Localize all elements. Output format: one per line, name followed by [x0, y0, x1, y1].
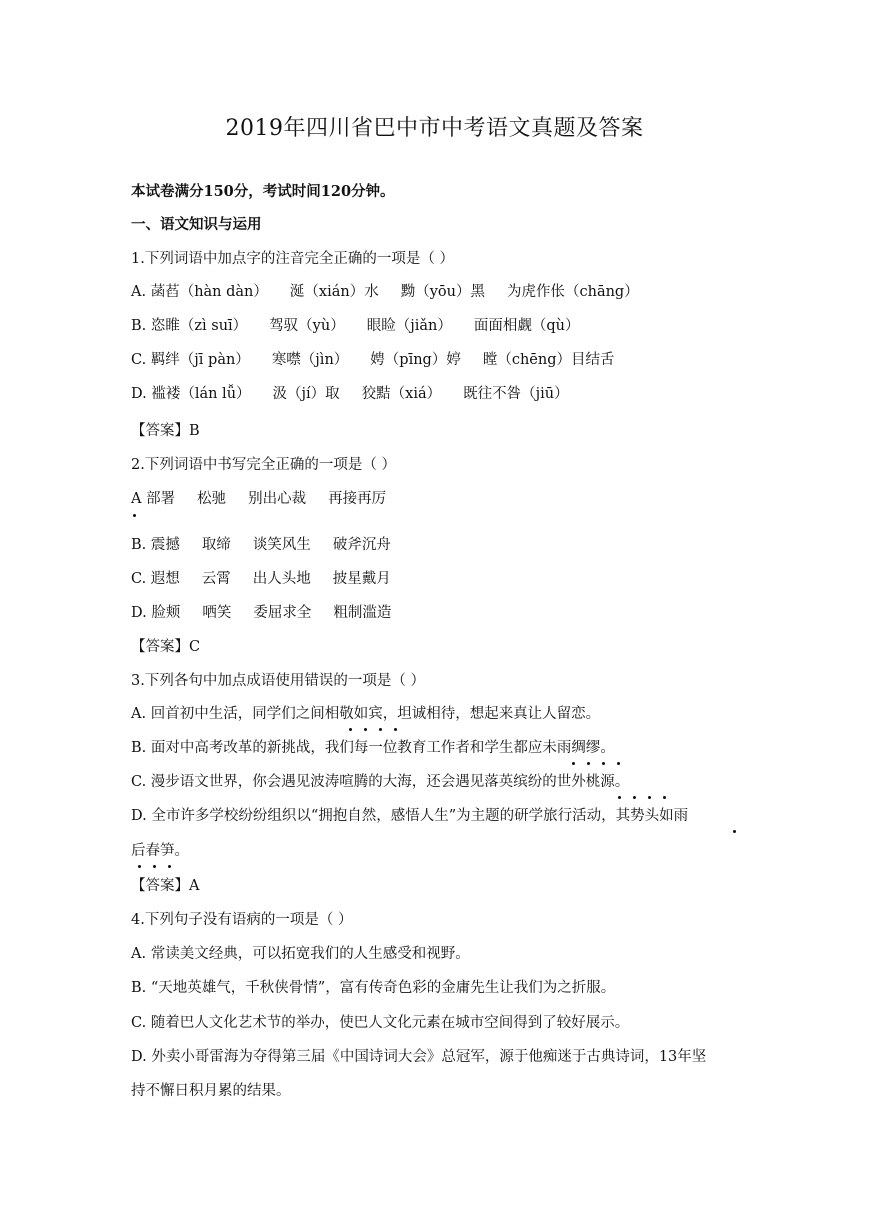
q1-option-d: D. 褴褛（lán lǚ） 汲（jí）取 狡黠（xiá） 既往不咎（jiū）	[131, 386, 569, 402]
emphasis-dot	[138, 865, 141, 868]
q1-option-c: C. 羁绊（jī pàn） 寒噤（jìn） 娉（pīng）婷 瞠（chēng）目结舌	[131, 352, 615, 368]
q1-option-b: B. 恣睢（zì suī） 驾驭（yù） 眼睑（jiǎn） 面面相觑（qù）	[131, 318, 580, 334]
emphasis-dot	[602, 762, 605, 765]
q4-option-d-line2: 持不懈日积月累的结果。	[131, 1083, 291, 1099]
emphasis-dot	[572, 762, 575, 765]
emphasis-dot	[648, 796, 651, 799]
emphasis-dot	[364, 728, 367, 731]
q3-option-b: B. 面对中高考改革的新挑战，我们每一位教育工作者和学生都应未雨绸缪。	[131, 740, 615, 756]
q1-answer: 【答案】B	[131, 423, 200, 439]
section-heading: 一、语文知识与运用	[131, 216, 262, 233]
q3-option-c: C. 漫步语文世界，你会遇见波涛喧腾的大海，还会遇见落英缤纷的世外桃源。	[131, 774, 630, 790]
emphasis-dot	[153, 865, 156, 868]
emphasis-dot	[133, 514, 136, 517]
q2-option-c: C. 遐想 云霄 出人头地 披星戴月	[131, 571, 391, 587]
exam-intro: 本试卷满分150分，考试时间120分钟。	[131, 183, 395, 200]
q2-option-b: B. 震撼 取缔 谈笑风生 破斧沉舟	[131, 537, 391, 553]
q4-option-c: C. 随着巴人文化艺术节的举办，使巴人文化元素在城市空间得到了较好展示。	[131, 1015, 630, 1031]
emphasis-dot	[733, 830, 736, 833]
q2-stem: 2.下列词语中书写完全正确的一项是（ ）	[131, 457, 396, 473]
emphasis-dot	[379, 728, 382, 731]
q4-option-b: B. “天地英雄气，千秋侠骨情”，富有传奇色彩的金庸先生让我们为之折服。	[131, 980, 616, 996]
emphasis-dot	[618, 796, 621, 799]
q4-option-d-line1: D. 外卖小哥雷海为夺得第三届《中国诗词大会》总冠军，源于他痴迷于古典诗词，13年坚	[131, 1049, 707, 1065]
q3-stem: 3.下列各句中加点成语使用错误的一项是（ ）	[131, 673, 425, 689]
document-title: 2019年四川省巴中市中考语文真题及答案	[225, 116, 644, 141]
q3-answer: 【答案】A	[131, 878, 200, 894]
emphasis-dot	[349, 728, 352, 731]
q2-answer: 【答案】C	[131, 639, 201, 655]
q4-stem: 4.下列句子没有语病的一项是（ ）	[131, 912, 353, 928]
q1-stem: 1.下列词语中加点字的注音完全正确的一项是（ ）	[131, 251, 454, 267]
q4-option-a: A. 常读美文经典，可以拓宽我们的人生感受和视野。	[131, 946, 470, 962]
emphasis-dot	[168, 865, 171, 868]
q3-option-a: A. 回首初中生活，同学们之间相敬如宾，坦诚相待，想起来真让人留恋。	[131, 706, 601, 722]
q2-option-a: A 部署 松驰 别出心裁 再接再厉	[131, 491, 387, 507]
emphasis-dot	[617, 762, 620, 765]
q2-option-d: D. 脸颊 哂笑 委屈求全 粗制滥造	[131, 605, 392, 621]
emphasis-dot	[394, 728, 397, 731]
emphasis-dot	[633, 796, 636, 799]
emphasis-dot	[587, 762, 590, 765]
q3-option-d-line1: D. 全市许多学校纷纷组织以“拥抱自然，感悟人生”为主题的研学旅行活动，其势头如雨	[131, 808, 689, 824]
emphasis-dot	[663, 796, 666, 799]
q1-option-a: A. 菡萏（hàn dàn） 涎（xián）水 黝（yōu）黑 为虎作伥（chāng）	[131, 284, 639, 300]
q3-option-d-line2: 后春笋。	[131, 843, 189, 859]
